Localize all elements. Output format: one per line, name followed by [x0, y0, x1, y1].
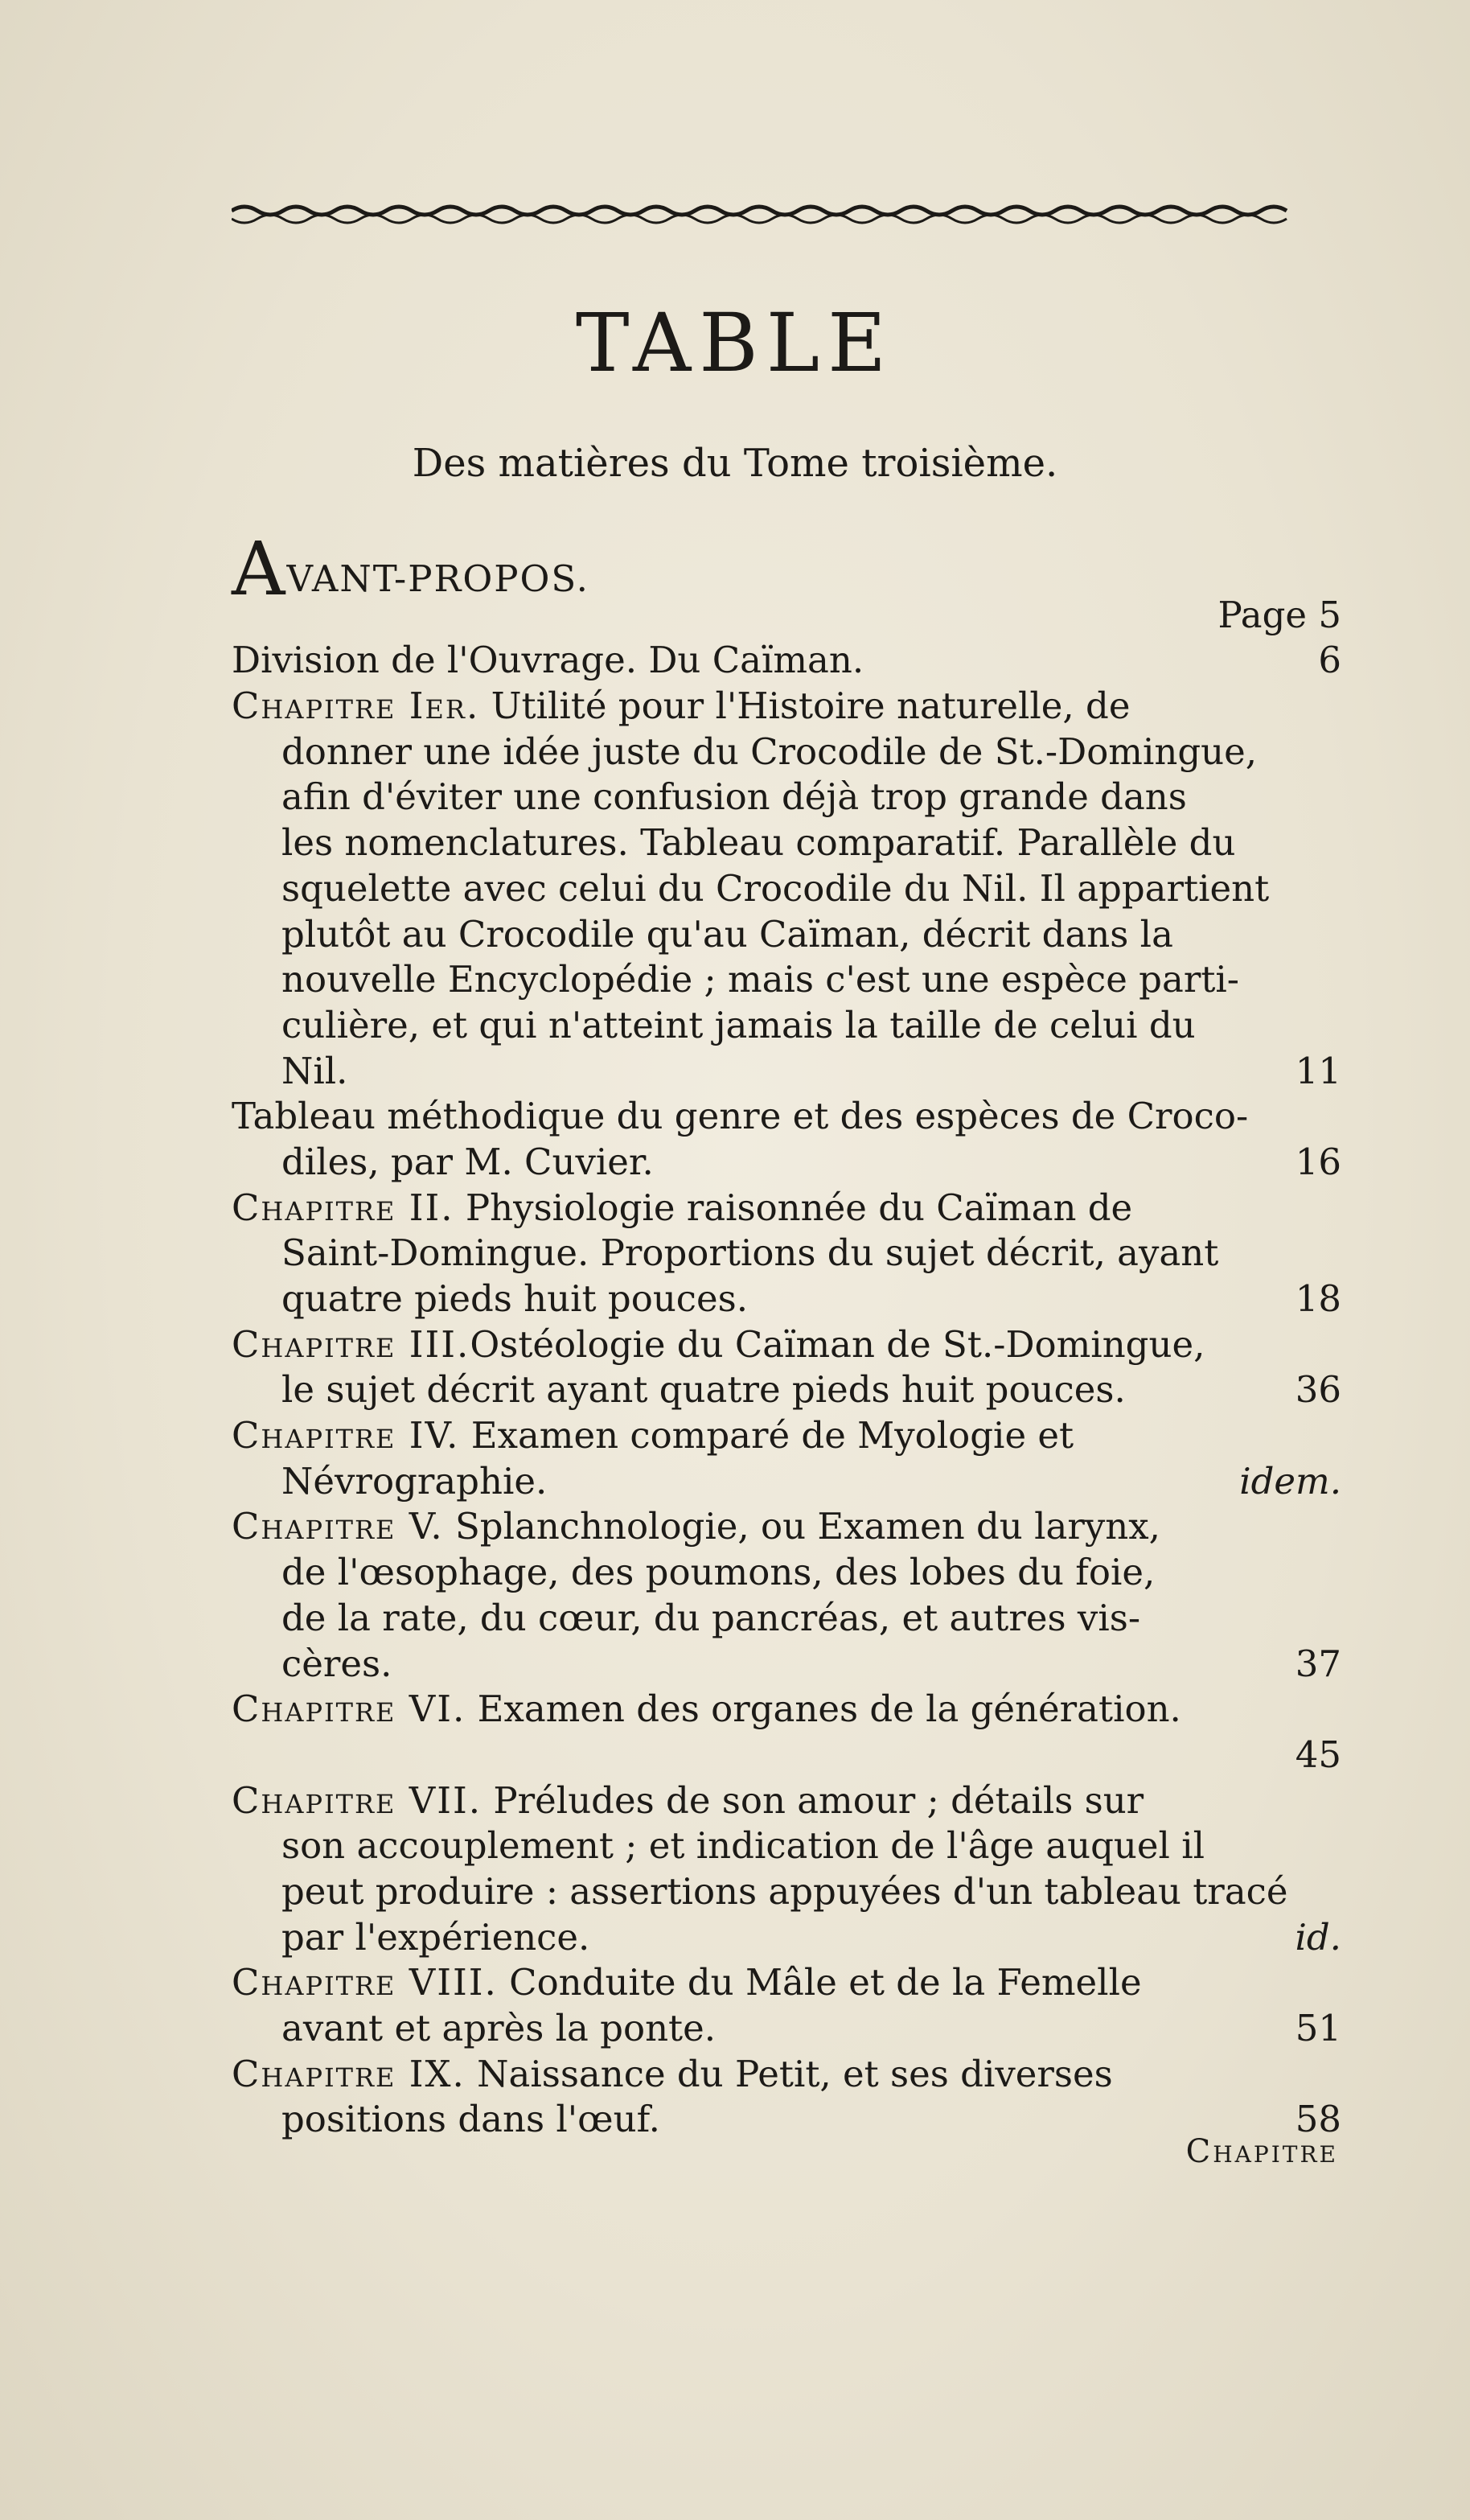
catchword: Chapitre: [1185, 2133, 1338, 2170]
toc-line: [232, 2097, 1341, 2143]
toc-text: Utilité pour l'Histoire naturelle, de: [479, 684, 1131, 728]
toc-text: Division de l'Ouvrage. Du Caïman.: [232, 639, 864, 682]
toc-entry: [232, 1186, 1341, 1322]
toc-entry: [232, 1413, 1341, 1504]
page-title: TABLE: [575, 296, 895, 390]
toc-chapter-label: Chapitre IX.: [232, 2052, 466, 2095]
toc-page-number: Page 5: [1217, 593, 1341, 636]
toc-entry: [232, 1504, 1341, 1687]
toc-text: donner une idée juste du Crocodile de St.-Domingue,: [281, 730, 1258, 773]
toc-text: Conduite du Mâle et de la Femelle: [497, 1961, 1142, 2004]
toc-text: le sujet décrit ayant quatre pieds huit pouces.: [281, 1368, 1126, 1412]
toc-line: [232, 2052, 1341, 2098]
toc-line: [232, 957, 1341, 1003]
toc-line: [232, 1413, 1341, 1459]
toc-line: [232, 866, 1341, 912]
toc-line: [232, 684, 1341, 730]
toc-line: [232, 775, 1341, 820]
toc-text: Névrographie.: [281, 1459, 548, 1503]
toc-line: [232, 1596, 1341, 1642]
toc-page-number: idem.: [1239, 1459, 1341, 1503]
toc-line: [232, 1687, 1341, 1733]
toc-line: [232, 2006, 1341, 2052]
toc-chapter-label: Chapitre V.: [232, 1505, 444, 1548]
toc-text: positions dans l'œuf.: [281, 2098, 660, 2141]
toc-line: [232, 1550, 1341, 1596]
toc-text: Examen des organes de la génération.: [466, 1688, 1181, 1731]
toc-chapter-label: Chapitre III.: [232, 1322, 470, 1366]
toc-line: [232, 912, 1341, 958]
toc-chapter-label: Chapitre VII.: [232, 1778, 482, 1822]
toc-text: avant et après la ponte.: [281, 2007, 717, 2049]
toc-line: [232, 1778, 1341, 1824]
toc-page-number: id.: [1295, 1915, 1341, 1959]
toc-line: [232, 526, 1341, 612]
toc-chapter-label: AVANT-PROPOS.: [232, 526, 589, 612]
toc-entry: [232, 1094, 1341, 1185]
toc-text: peut produire : assertions appuyées d'un tableau tracé: [281, 1869, 1288, 1913]
toc-text: Nil.: [281, 1049, 348, 1092]
toc-chapter-label: Chapitre II.: [232, 1186, 454, 1229]
toc-line: [232, 1322, 1341, 1368]
toc-text: par l'expérience.: [281, 1915, 590, 1959]
toc-text: Physiologie raisonnée du Caïman de: [454, 1186, 1133, 1229]
toc-line: [232, 1459, 1341, 1505]
toc-text: afin d'éviter une confusion déjà trop grande dans: [281, 775, 1187, 819]
toc-entry: [232, 1778, 1341, 1961]
toc-page-number: 37: [1295, 1642, 1341, 1685]
toc-chapter-label: Chapitre VIII.: [232, 1961, 498, 2004]
toc-chapter-label: Chapitre VI.: [232, 1688, 466, 1731]
toc-text: Saint-Domingue. Proportions du sujet décrit, ayant: [281, 1231, 1219, 1275]
toc-line: [232, 1276, 1341, 1322]
toc-text: diles, par M. Cuvier.: [281, 1140, 654, 1183]
page-subtitle: Des matières du Tome troisième.: [412, 441, 1058, 486]
toc-entry: [232, 1960, 1341, 2051]
toc-line: [232, 1733, 1341, 1778]
toc-line: [232, 638, 1341, 684]
toc-text: de la rate, du cœur, du pancréas, et autres vis-: [281, 1596, 1141, 1639]
toc-line: [232, 1869, 1341, 1915]
toc-line: [232, 1367, 1341, 1413]
toc-entry: [232, 1322, 1341, 1413]
toc-text: nouvelle Encyclopédie ; mais c'est une espèce parti-: [281, 958, 1240, 1001]
toc-text: plutôt au Crocodile qu'au Caïman, décrit dans la: [281, 912, 1173, 956]
toc-text: son accouplement ; et indication de l'âge auquel il: [281, 1824, 1205, 1868]
toc-text: les nomenclatures. Tableau comparatif. Parallèle du: [281, 821, 1236, 865]
toc-line: [232, 730, 1341, 775]
toc-text: cères.: [281, 1642, 392, 1685]
toc-page-number: 45: [1295, 1733, 1341, 1776]
toc-page-number: 36: [1295, 1368, 1341, 1412]
toc-line: [232, 1504, 1341, 1550]
toc-line: [232, 1915, 1341, 1961]
toc-text: quatre pieds huit pouces.: [281, 1277, 749, 1320]
toc-entry: [232, 2052, 1341, 2143]
toc-text: de l'œsophage, des poumons, des lobes du foie,: [281, 1551, 1156, 1594]
toc-line: [232, 1140, 1341, 1186]
toc-line: [232, 1642, 1341, 1688]
toc-text: Tableau méthodique du genre et des espèces de Croco-: [232, 1095, 1249, 1138]
ornament-rule: [232, 199, 1290, 232]
table-of-contents: [232, 526, 1341, 2143]
toc-line: [232, 1186, 1341, 1231]
toc-entry: [232, 526, 1341, 638]
toc-entry: [232, 638, 1341, 684]
toc-line: [232, 1094, 1341, 1140]
toc-line: [232, 1049, 1341, 1095]
toc-text: Splanchnologie, ou Examen du larynx,: [443, 1505, 1160, 1548]
toc-entry: [232, 1687, 1341, 1778]
toc-chapter-label: Chapitre Ier.: [232, 684, 480, 728]
toc-page-number: 16: [1295, 1140, 1341, 1183]
toc-line: [232, 1960, 1341, 2006]
toc-line: [232, 1231, 1341, 1276]
toc-text: Naissance du Petit, et ses diverses: [465, 2052, 1113, 2095]
toc-entry: [232, 684, 1341, 1094]
toc-page-number: 18: [1295, 1277, 1341, 1320]
toc-text: culière, et qui n'atteint jamais la taille de celui du: [281, 1003, 1196, 1046]
toc-line: [232, 1823, 1341, 1869]
toc-page-number: 6: [1318, 639, 1341, 682]
toc-text: Préludes de son amour ; détails sur: [482, 1778, 1144, 1822]
toc-line: [232, 593, 1341, 639]
toc-page-number: 51: [1295, 2007, 1341, 2049]
toc-chapter-label: Chapitre IV.: [232, 1414, 460, 1457]
toc-page-number: 58: [1295, 2098, 1341, 2141]
toc-text: Ostéologie du Caïman de St.-Domingue,: [470, 1322, 1205, 1366]
toc-line: [232, 820, 1341, 866]
toc-page-number: 11: [1295, 1049, 1341, 1092]
toc-text: squelette avec celui du Crocodile du Nil. Il appartient: [281, 866, 1270, 910]
toc-text: Examen comparé de Myologie et: [459, 1414, 1074, 1457]
toc-line: [232, 1003, 1341, 1049]
